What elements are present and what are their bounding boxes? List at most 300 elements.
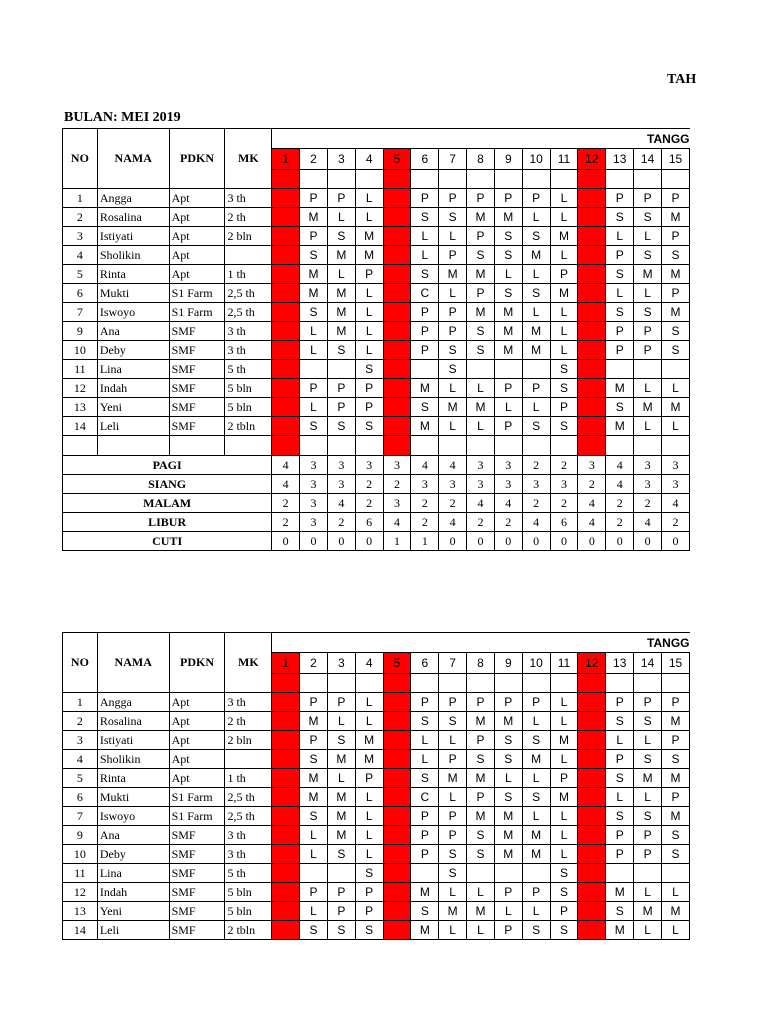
shift-cell: P [662,284,690,303]
day-header: 1 [272,653,300,674]
summary-value: 4 [272,456,300,475]
summary-value: 2 [439,494,467,513]
table-row [63,189,690,208]
shift-cell: S [467,246,495,265]
shift-cell: S [300,417,328,436]
day-header: 12 [578,653,606,674]
shift-cell: M [467,769,495,788]
summary-value: 6 [550,513,578,532]
shift-cell: M [634,265,662,284]
shift-cell: P [494,379,522,398]
day-header: 8 [467,149,495,170]
shift-cell: L [550,750,578,769]
shift-cell: P [439,246,467,265]
shift-cell: S [578,864,606,883]
shift-cell: M [467,807,495,826]
staff-pdkn: SMF [169,864,225,883]
staff-name: Rinta [97,265,169,284]
shift-cell: S [300,303,328,322]
shift-cell: L [355,322,383,341]
shift-cell: P [355,902,383,921]
col-header-nama: NAMA [97,633,169,693]
shift-cell: P [634,189,662,208]
shift-cell: C [411,284,439,303]
shift-cell: S [272,750,300,769]
summary-value: 1 [383,532,411,551]
row-no: 4 [63,750,98,769]
row-no: 7 [63,807,98,826]
summary-value: 3 [439,475,467,494]
staff-name: Istiyati [97,731,169,750]
shift-cell: L [327,769,355,788]
summary-label: CUTI [63,532,272,551]
shift-cell: P [522,189,550,208]
blank-cell [467,436,495,456]
shift-cell: L [634,284,662,303]
shift-cell: L [494,265,522,284]
shift-cell: P [439,303,467,322]
staff-name: Indah [97,883,169,902]
blank-cell [550,436,578,456]
shift-cell: M [606,883,634,902]
summary-value: 2 [272,494,300,513]
shift-cell: L [300,845,328,864]
staff-name: Sholikin [97,750,169,769]
shift-cell: L [355,208,383,227]
summary-value: 4 [383,513,411,532]
shift-cell: P [439,693,467,712]
blank-cell [169,436,225,456]
shift-cell [494,360,522,379]
shift-cell [411,864,439,883]
shift-cell: S [494,284,522,303]
summary-label: SIANG [63,475,272,494]
row-no: 6 [63,284,98,303]
summary-value: 0 [606,532,634,551]
shift-cell: M [300,265,328,284]
shift-cell: L [272,379,300,398]
shift-cell: M [662,712,690,731]
shift-cell: P [578,712,606,731]
summary-value: 2 [662,513,690,532]
staff-pdkn: SMF [169,902,225,921]
shift-cell: S [494,750,522,769]
staff-mk: 5 bln [225,398,272,417]
summary-row [63,513,690,532]
shift-cell: S [634,712,662,731]
blank-cell [662,170,690,189]
shift-cell [300,360,328,379]
shift-cell: L [550,845,578,864]
shift-cell: P [578,265,606,284]
shift-cell: S [550,864,578,883]
shift-cell: M [327,826,355,845]
shift-cell: S [662,322,690,341]
row-no: 3 [63,227,98,246]
shift-cell [522,864,550,883]
shift-cell: L [634,379,662,398]
shift-cell: M [327,807,355,826]
summary-value: 2 [550,456,578,475]
shift-cell: L [550,189,578,208]
col-header-no: NO [63,633,98,693]
shift-cell: P [634,341,662,360]
blank-cell [411,674,439,693]
blank-cell [439,170,467,189]
shift-cell: S [327,845,355,864]
shift-cell: M [662,902,690,921]
staff-name: Rinta [97,769,169,788]
shift-cell: S [411,398,439,417]
staff-pdkn: Apt [169,246,225,265]
day-header: 6 [411,653,439,674]
shift-cell [467,864,495,883]
shift-cell: S [494,731,522,750]
row-no: 2 [63,712,98,731]
staff-mk: 2,5 th [225,284,272,303]
staff-pdkn: Apt [169,712,225,731]
shift-cell: L [578,189,606,208]
shift-cell: L [411,246,439,265]
staff-mk: 2 th [225,712,272,731]
shift-cell: C [383,788,411,807]
table-row [63,902,690,921]
blank-cell [578,170,606,189]
summary-value: 2 [578,475,606,494]
staff-name: Rosalina [97,208,169,227]
row-no: 3 [63,731,98,750]
shift-cell: S [467,322,495,341]
day-header: 14 [634,149,662,170]
staff-mk: 2,5 th [225,788,272,807]
shift-cell: C [411,788,439,807]
shift-cell: L [272,284,300,303]
row-no: 6 [63,788,98,807]
summary-value: 3 [494,475,522,494]
summary-value: 0 [662,532,690,551]
shift-cell: M [327,284,355,303]
shift-cell: M [522,322,550,341]
summary-value: 3 [467,456,495,475]
shift-cell: L [439,227,467,246]
shift-cell: P [272,845,300,864]
shift-cell [272,864,300,883]
row-no: 4 [63,246,98,265]
blank-cell [439,674,467,693]
shift-cell: P [662,788,690,807]
month-label: BULAN: MEI 2019 [64,110,181,125]
shift-cell: P [327,693,355,712]
blank-cell [467,674,495,693]
shift-cell: S [494,246,522,265]
shift-cell: M [411,417,439,436]
shift-cell: P [383,807,411,826]
shift-cell: M [300,769,328,788]
blank-cell [411,436,439,456]
shift-cell: L [578,826,606,845]
blank-cell [63,436,98,456]
shift-cell: P [439,189,467,208]
shift-cell: P [494,693,522,712]
shift-cell: L [439,883,467,902]
shift-cell: L [578,750,606,769]
staff-name: Mukti [97,284,169,303]
shift-cell: P [439,322,467,341]
staff-pdkn: S1 Farm [169,284,225,303]
col-header-pdkn: PDKN [169,633,225,693]
shift-cell: M [355,750,383,769]
row-no: 13 [63,398,98,417]
shift-cell: P [662,189,690,208]
shift-cell: P [272,417,300,436]
shift-cell: M [327,303,355,322]
shift-cell: L [383,845,411,864]
shift-cell: P [494,883,522,902]
summary-value: 0 [355,532,383,551]
blank-cell [606,436,634,456]
shift-cell: P [411,826,439,845]
shift-cell: P [467,731,495,750]
shift-cell: L [634,883,662,902]
shift-cell: P [578,769,606,788]
shift-cell: S [550,360,578,379]
shift-cell: L [578,341,606,360]
col-header-nama: NAMA [97,129,169,189]
summary-value: 0 [522,532,550,551]
shift-cell: P [327,379,355,398]
shift-cell: P [634,693,662,712]
summary-label: LIBUR [63,513,272,532]
shift-cell: P [467,788,495,807]
shift-cell: M [300,208,328,227]
shift-cell: M [578,788,606,807]
shift-cell: M [494,845,522,864]
table-row [63,845,690,864]
shift-cell: L [272,883,300,902]
blank-cell [662,436,690,456]
staff-name: Lina [97,360,169,379]
summary-value: 0 [272,532,300,551]
shift-cell [662,864,690,883]
row-no: 1 [63,693,98,712]
shift-cell [411,360,439,379]
shift-cell: S [578,398,606,417]
staff-pdkn: SMF [169,921,225,940]
shift-cell: M [662,807,690,826]
row-no: 1 [63,189,98,208]
staff-pdkn: S1 Farm [169,807,225,826]
shift-cell: P [355,398,383,417]
shift-cell: S [606,902,634,921]
blank-cell [494,436,522,456]
shift-cell: S [300,246,328,265]
shift-cell: P [662,731,690,750]
shift-cell: S [494,788,522,807]
shift-cell: P [606,246,634,265]
shift-cell: M [467,712,495,731]
shift-cell: S [550,417,578,436]
day-header: 6 [411,149,439,170]
blank-cell [327,674,355,693]
summary-value: 6 [355,513,383,532]
staff-pdkn: Apt [169,693,225,712]
shift-cell: L [355,788,383,807]
shift-cell: P [634,826,662,845]
shift-cell: M [662,265,690,284]
shift-cell: P [550,902,578,921]
shift-cell: P [550,398,578,417]
shift-cell: P [467,284,495,303]
shift-cell: L [522,303,550,322]
table-row [63,712,690,731]
shift-cell: L [578,693,606,712]
staff-mk: 2,5 th [225,807,272,826]
summary-value: 0 [467,532,495,551]
shift-cell: P [383,398,411,417]
summary-label: PAGI [63,456,272,475]
shift-cell [327,864,355,883]
shift-cell: P [467,693,495,712]
shift-cell: P [383,208,411,227]
table-row [63,227,690,246]
shift-cell: L [355,845,383,864]
shift-cell: L [467,379,495,398]
shift-cell: L [662,921,690,940]
summary-value: 4 [439,456,467,475]
shift-cell: S [494,227,522,246]
shift-cell: S [439,208,467,227]
shift-cell: L [550,693,578,712]
shift-cell: M [606,921,634,940]
summary-value: 2 [606,494,634,513]
shift-cell: S [522,788,550,807]
summary-value: 0 [300,532,328,551]
shift-cell: L [662,379,690,398]
col-header-mk: MK [225,129,272,189]
shift-cell: S [467,845,495,864]
shift-cell: L [300,341,328,360]
shift-cell: M [494,322,522,341]
staff-name: Sholikin [97,246,169,265]
shift-cell: P [411,341,439,360]
shift-cell: S [606,769,634,788]
shift-cell: M [355,731,383,750]
staff-name: Ana [97,322,169,341]
day-header: 11 [550,149,578,170]
summary-value: 4 [578,513,606,532]
day-header: 1 [272,149,300,170]
shift-cell: M [300,712,328,731]
shift-cell: P [411,189,439,208]
staff-name: Ana [97,826,169,845]
shift-cell: P [383,902,411,921]
blank-cell [300,436,328,456]
shift-cell: P [606,845,634,864]
shift-cell: S [411,712,439,731]
shift-cell: S [355,864,383,883]
shift-cell: M [272,712,300,731]
shift-cell: L [439,921,467,940]
staff-mk: 2 bln [225,731,272,750]
row-no: 10 [63,845,98,864]
shift-cell: P [439,826,467,845]
summary-value: 2 [522,456,550,475]
blank-cell [383,170,411,189]
blank-cell [383,436,411,456]
shift-cell: P [467,189,495,208]
shift-cell: L [522,265,550,284]
blank-cell [272,436,300,456]
shift-cell: M [578,883,606,902]
shift-cell: S [606,265,634,284]
shift-cell: M [634,902,662,921]
shift-cell: M [606,379,634,398]
table-row [63,883,690,902]
blank-cell [383,674,411,693]
shift-cell: M [383,417,411,436]
shift-cell: M [578,417,606,436]
shift-cell: P [662,227,690,246]
summary-value: 0 [327,532,355,551]
summary-value: 2 [522,494,550,513]
shift-cell: S [411,902,439,921]
shift-cell: S [550,883,578,902]
summary-value: 3 [634,456,662,475]
staff-mk [225,246,272,265]
staff-pdkn: SMF [169,417,225,436]
shift-cell: L [550,712,578,731]
summary-row [63,494,690,513]
day-header: 3 [327,653,355,674]
shift-cell: L [327,208,355,227]
shift-cell: S [606,398,634,417]
shift-cell: P [411,807,439,826]
row-no: 9 [63,322,98,341]
shift-cell: L [383,693,411,712]
shift-cell: M [383,883,411,902]
shift-cell: L [355,826,383,845]
shift-cell: M [467,303,495,322]
summary-row [63,456,690,475]
staff-mk: 5 th [225,360,272,379]
staff-mk: 1 th [225,769,272,788]
shift-cell: M [550,284,578,303]
staff-name: Iswoyo [97,303,169,322]
shift-cell: L [355,807,383,826]
shift-cell: M [634,398,662,417]
shift-cell: M [578,921,606,940]
staff-mk: 3 th [225,341,272,360]
shift-cell: M [327,246,355,265]
shift-cell: P [300,731,328,750]
summary-value: 3 [662,456,690,475]
row-no: 11 [63,360,98,379]
shift-cell: S [327,731,355,750]
shift-cell: L [300,902,328,921]
shift-cell: M [494,303,522,322]
shift-cell: S [634,303,662,322]
shift-cell: S [550,379,578,398]
tanggal-label: TANGG [272,129,690,149]
staff-pdkn: Apt [169,769,225,788]
shift-cell: S [411,769,439,788]
shift-cell: L [383,826,411,845]
staff-name: Angga [97,693,169,712]
shift-cell: L [662,883,690,902]
row-no: 5 [63,769,98,788]
col-header-no: NO [63,129,98,189]
staff-pdkn: SMF [169,341,225,360]
